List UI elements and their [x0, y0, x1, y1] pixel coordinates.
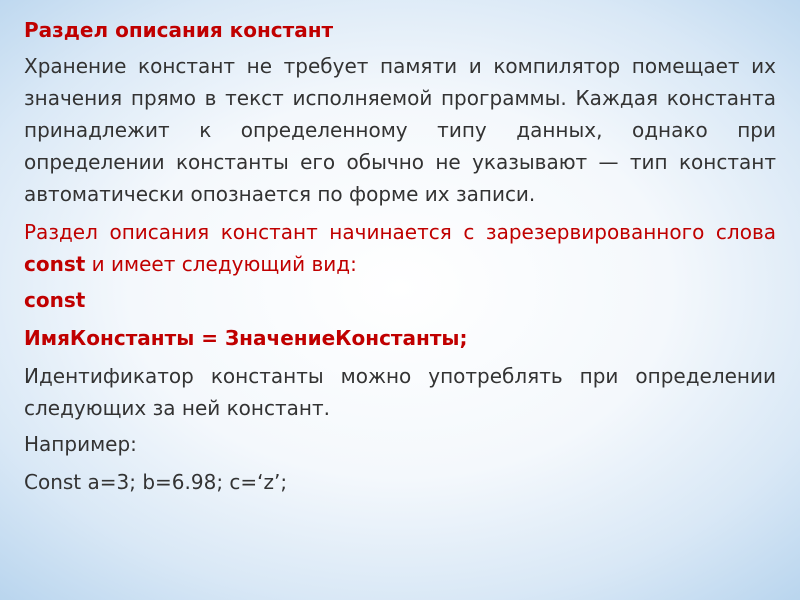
slide-content	[24, 12, 776, 504]
syntax-keyword-line: const	[24, 288, 86, 312]
example-label: Например:	[24, 432, 137, 456]
paragraph-section-description	[24, 216, 776, 280]
slide-title: Раздел описания констант	[24, 18, 334, 42]
paragraph-constants-storage: Хранение констант не требует памяти и компилятор помещает их значения прямо в текст исполняемой программы. Каждая константа принадлежит к определенному типу данных, однако при определении константы его обычно не указывают — тип констант автоматически опознается по форме их записи.	[24, 54, 776, 206]
keyword-const: const	[24, 252, 86, 276]
paragraph-identifier-usage: Идентификатор константы можно употреблять при определении следующих за ней констант.	[24, 364, 776, 420]
section-description-text-start: Раздел описания констант начинается с зарезервированного слова	[24, 220, 776, 244]
example-code: Const a=3; b=6.98; c=‘z’;	[24, 470, 288, 494]
syntax-declaration-line: ИмяКонстанты = ЗначениеКонстанты;	[24, 326, 468, 350]
section-description-text-end: и имеет следующий вид:	[85, 252, 357, 276]
